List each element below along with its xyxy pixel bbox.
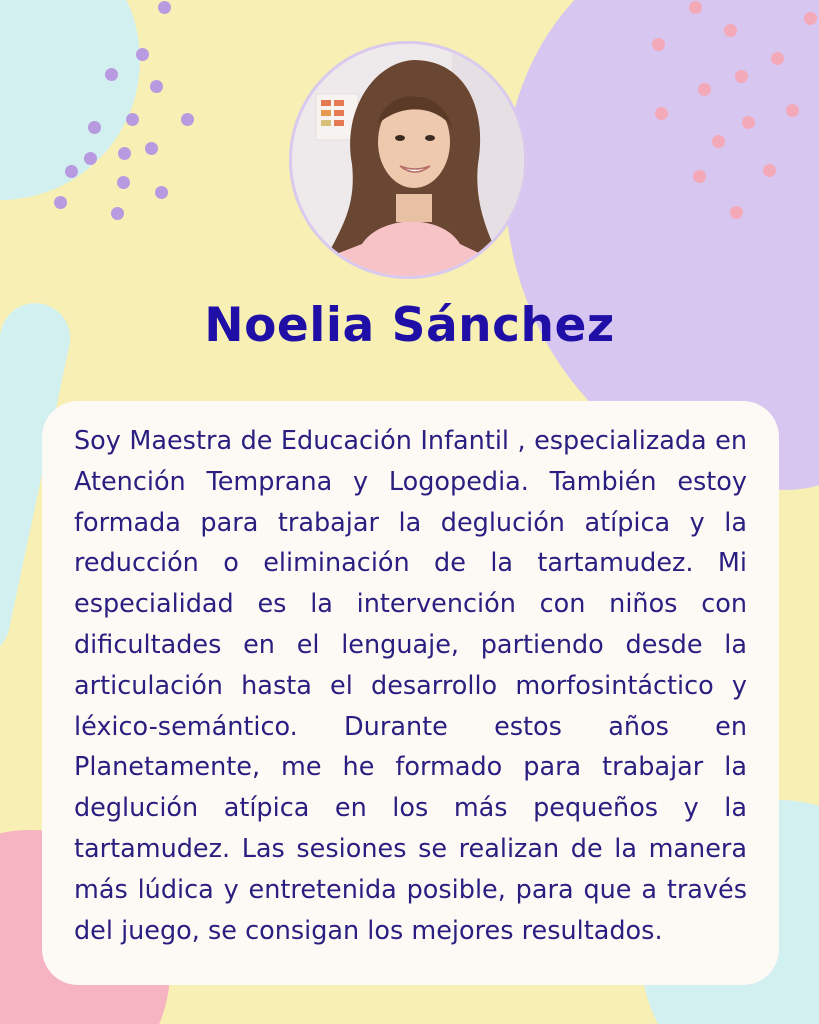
profile-name: Noelia Sánchez	[204, 298, 615, 353]
profile-photo	[289, 41, 527, 279]
bio-text: Soy Maestra de Educación Infantil , especializada en Atención Temprana y Logopedia. También estoy formada para trabajar la deglución atípica y la reducción o eliminación de la tartamudez. Mi especialidad es la intervención con niños con dificultades en el lenguaje, partiendo desde la articulación hasta el desarrollo morfosintáctico y léxico-semántico. Durante estos años en Planetamente, me he formado para trabajar la deglución atípica en los más pequeños y la tartamudez. Las sesiones se realizan de la manera más lúdica y entretenida posible, para que a través del juego, se consigan los mejores resultados.	[74, 426, 747, 946]
bio-card	[42, 401, 779, 985]
